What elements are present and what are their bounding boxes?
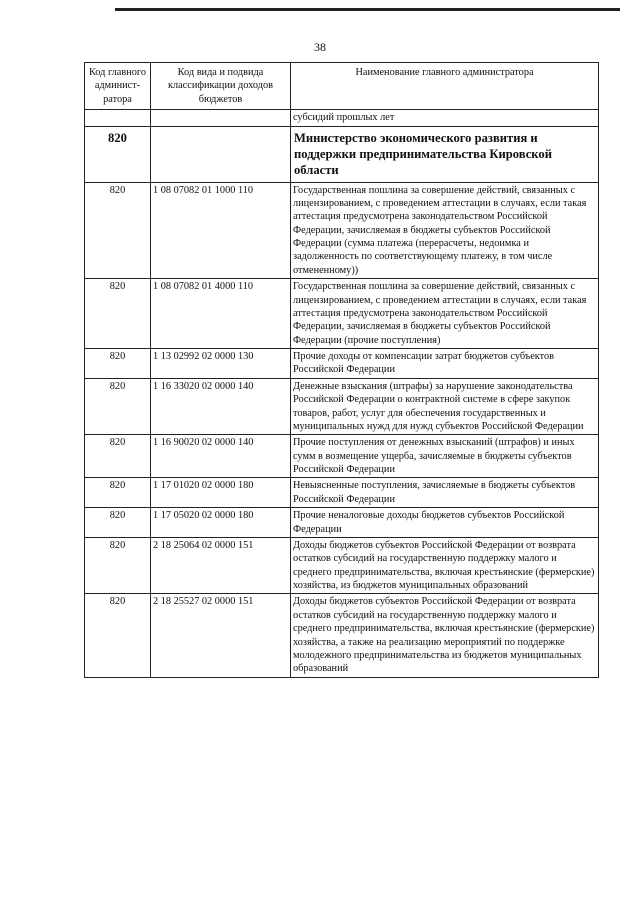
table-row <box>85 508 599 538</box>
table-header-row <box>85 63 599 110</box>
income-code-cell: 1 08 07082 01 4000 110 <box>151 279 291 349</box>
admin-name-cell: Доходы бюджетов субъектов Российской Федерации от возврата остатков субсидий на государственную поддержку малого и среднего предпринимательства, включая крестьянские (фермерские) хозяйства, а также на реализацию мероприятий по поддержке молодежного предпринимательства из бюджетов муниципальных образований <box>291 594 599 677</box>
top-rule <box>115 8 620 11</box>
header-admin-code: Код главного админист-ратора <box>85 63 151 110</box>
income-code-cell: 1 16 33020 02 0000 140 <box>151 378 291 435</box>
income-code-cell: 1 17 05020 02 0000 180 <box>151 508 291 538</box>
admin-name-cell: Государственная пошлина за совершение действий, связанных с лицензированием, с проведением аттестации в случаях, если такая аттестация предусмотрена законодательством Российской Федерации, зачисляемая в бюджеты субъектов Российской Федерации (прочие поступления) <box>291 279 599 349</box>
table-row <box>85 279 599 349</box>
table-row <box>85 594 599 677</box>
continuation-income-code <box>151 110 291 126</box>
admin-code-cell: 820 <box>85 508 151 538</box>
admin-name-cell: Прочие поступления от денежных взысканий (штрафов) и иных сумм в возмещение ущерба, зачисляемые в бюджеты субъектов Российской Федерации <box>291 435 599 478</box>
admin-name-cell: Государственная пошлина за совершение действий, связанных с лицензированием, с проведением аттестации в случаях, если такая аттестация предусмотрена законодательством Российской Федерации, зачисляемая в бюджеты субъектов Российской Федерации (сумма платежа (перерасчеты, недоимка и задолженность по соответствующему платежу, в том числе отмененному)) <box>291 182 599 279</box>
continuation-admin-code <box>85 110 151 126</box>
admin-code-cell: 820 <box>85 478 151 508</box>
admin-code-cell: 820 <box>85 378 151 435</box>
admin-name-cell: Денежные взыскания (штрафы) за нарушение законодательства Российской Федерации о контрактной системе в сфере закупок товаров, работ, услуг для обеспечения государственных и муниципальных нужд для нужд субъектов Российской Федерации <box>291 378 599 435</box>
admin-name-cell: Доходы бюджетов субъектов Российской Федерации от возврата остатков субсидий на государственную поддержку малого и среднего предпринимательства, включая крестьянские (фермерские) хозяйства, из бюджетов муниципальных образований <box>291 537 599 594</box>
income-code-cell: 2 18 25527 02 0000 151 <box>151 594 291 677</box>
admin-code-cell: 820 <box>85 537 151 594</box>
admin-code-cell: 820 <box>85 349 151 379</box>
table-row <box>85 537 599 594</box>
income-code-cell: 2 18 25064 02 0000 151 <box>151 537 291 594</box>
admin-name-cell: Невыясненные поступления, зачисляемые в бюджеты субъектов Российской Федерации <box>291 478 599 508</box>
admin-code-cell: 820 <box>85 594 151 677</box>
admin-code-cell: 820 <box>85 279 151 349</box>
admin-code-cell: 820 <box>85 182 151 279</box>
ministry-name: Министерство экономического развития и поддержки предпринимательства Кировской области <box>291 126 599 182</box>
ministry-income-code <box>151 126 291 182</box>
income-code-cell: 1 16 90020 02 0000 140 <box>151 435 291 478</box>
admin-code-cell: 820 <box>85 435 151 478</box>
page-number: 38 <box>314 40 326 54</box>
continuation-row <box>85 110 599 126</box>
header-admin-name: Наименование главного администратора <box>291 63 599 110</box>
admin-name-cell: Прочие доходы от компенсации затрат бюджетов субъектов Российской Федерации <box>291 349 599 379</box>
table-row <box>85 435 599 478</box>
table-row <box>85 182 599 279</box>
income-codes-table <box>84 62 599 678</box>
ministry-code: 820 <box>85 126 151 182</box>
table-row <box>85 349 599 379</box>
header-income-code: Код вида и подвида классификации доходов бюджетов <box>151 63 291 110</box>
income-code-cell: 1 13 02992 02 0000 130 <box>151 349 291 379</box>
income-code-cell: 1 08 07082 01 1000 110 <box>151 182 291 279</box>
ministry-row <box>85 126 599 182</box>
table-row <box>85 478 599 508</box>
admin-name-cell: Прочие неналоговые доходы бюджетов субъектов Российской Федерации <box>291 508 599 538</box>
continuation-text: субсидий прошлых лет <box>291 110 599 126</box>
income-code-cell: 1 17 01020 02 0000 180 <box>151 478 291 508</box>
table-row <box>85 378 599 435</box>
